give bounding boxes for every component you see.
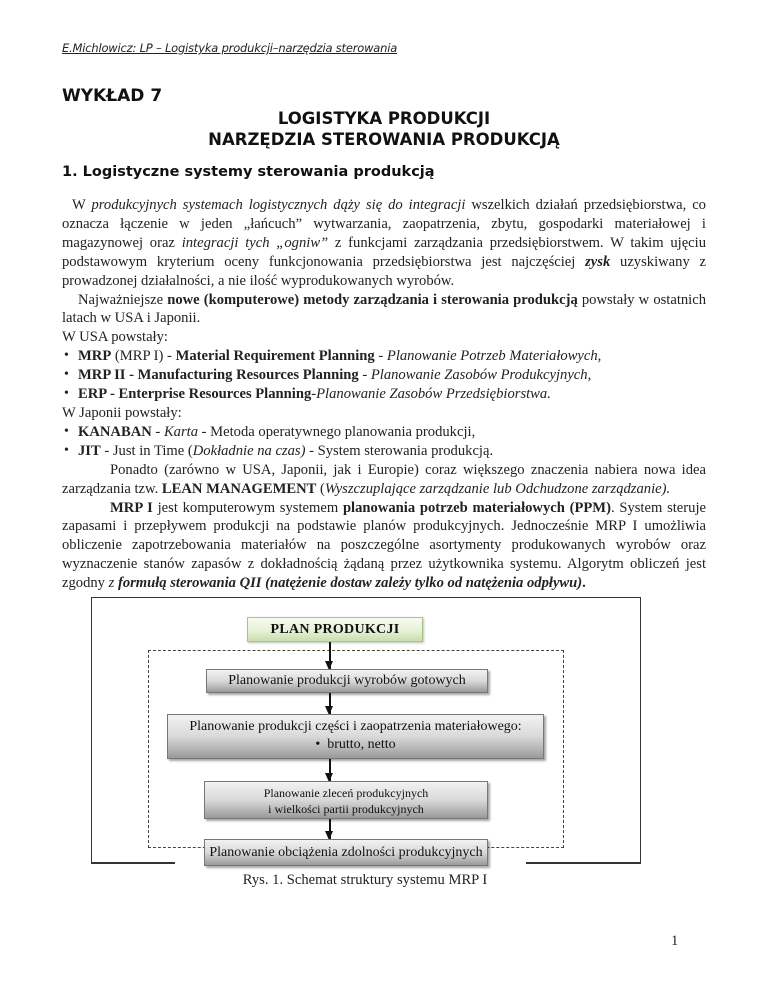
arrow-down-icon: [329, 693, 331, 714]
text: wszelkich działań przedsiębiorstwa, co oznacza łączenie w jeden „łańcuch” wytwarzania, zaopatrzenia, zbytu, gospodarki materiałowej i magazynowej oraz: [62, 197, 706, 251]
text-bold: planowania potrzeb materiałowych (PPM): [342, 499, 611, 516]
text-italic: z: [108, 575, 118, 592]
node-text: brutto, netto: [327, 737, 396, 752]
text: - Metoda operatywnego planowania produkcji,: [198, 423, 476, 440]
lecture-label: WYKŁAD 7: [62, 86, 163, 106]
title-line-2: NARZĘDZIA STEROWANIA PRODUKCJĄ: [208, 130, 560, 149]
text-italic: Planowanie Zasobów Przedsiębiorstwa.: [316, 386, 551, 403]
text: - Just in Time (: [100, 442, 193, 459]
text-italic: integracji tych „ogniw”: [181, 234, 329, 251]
text-bold-italic: zysk: [585, 253, 611, 270]
arrow-down-icon: [329, 759, 331, 781]
node-finished-goods-planning: Planowanie produkcji wyrobów gotowych: [206, 669, 488, 693]
text: Najważniejsze: [78, 291, 168, 308]
text: - System sterowania produkcją.: [305, 442, 494, 459]
text-bold: ERP -: [78, 386, 119, 403]
text: -: [358, 367, 371, 384]
text-bold: .: [582, 575, 586, 592]
text-bold: LEAN MANAGEMENT: [161, 480, 317, 497]
text: (: [316, 480, 325, 497]
text: Ponadto (zarówno w USA, Japonii, jak i Europie) coraz większego znaczenia nabiera nowa idea zarządzania tzw.: [62, 461, 706, 497]
text-italic: Dokładnie na czas): [192, 442, 306, 459]
text-bold-italic: formułą sterowania QII (natężenie dostaw zależy tylko od natężenia odpływu): [117, 575, 583, 592]
text-bold: MRP I: [110, 499, 153, 516]
text-bold: MRP: [78, 348, 112, 365]
text: W: [72, 197, 92, 213]
text-bold: Material Requirement Planning: [175, 348, 375, 365]
node-bullet: [168, 736, 543, 754]
title-line-1: LOGISTYKA PRODUKCJI: [277, 109, 491, 128]
text-italic: Karta: [163, 423, 199, 440]
text: . System steruje zapasami i przepływem produkcji na podstawie planów produkcyjnych. Jednocześnie MRP I umożliwia obliczenie zapotrzebowania materiałów na poszczególne asortymenty produkowanych wyrobów oraz wyznaczenie stanów zapasów z dokładnością żądaną przez użytkownika systemu. Algorytm obliczeń jest zgodny: [62, 499, 706, 592]
text: -: [151, 423, 164, 440]
bullet-icon: •: [315, 737, 328, 752]
text: uzyskiwany z prowadzonej działalności, a nie ilość wyprodukowanych wyrobów.: [62, 253, 706, 289]
list-item: [62, 347, 706, 366]
list-item: [62, 385, 706, 404]
list-item: [62, 442, 706, 461]
text-bold: KANABAN: [78, 423, 152, 440]
usa-intro: W USA powstały:: [62, 329, 168, 346]
figure-caption: Rys. 1. Schemat struktury systemu MRP I: [242, 872, 488, 888]
text-bold: Manufacturing Resources Planning: [137, 367, 359, 384]
body-text: [62, 196, 706, 593]
text: powstały w ostatnich latach w USA i Japonii.: [62, 291, 707, 327]
text-italic: produkcyjnych systemach logistycznych dąży się do integracji: [91, 197, 466, 213]
node-text: Planowanie zleceń produkcyjnych: [263, 786, 429, 800]
text: (MRP I) -: [111, 348, 176, 365]
frame-border-segment: [526, 862, 640, 864]
text-bold: JIT: [78, 442, 101, 459]
frame-border-segment: [91, 862, 175, 864]
text-italic: Planowanie Zasobów Produkcyjnych,: [370, 367, 592, 384]
node-capacity-planning: Planowanie obciążenia zdolności produkcyjnych: [204, 839, 488, 866]
text-italic: Wyszczuplające zarządzanie lub Odchudzone zarządzanie).: [324, 480, 671, 497]
list-item: [62, 366, 706, 385]
text: -: [374, 348, 387, 365]
page-number: 1: [671, 933, 679, 949]
arrow-down-icon: [329, 819, 331, 839]
text-bold: Enterprise Resources Planning: [118, 386, 312, 403]
node-parts-materials-planning: [167, 714, 544, 759]
document-title: [62, 108, 706, 150]
section-heading: 1. Logistyczne systemy sterowania produkcją: [62, 164, 435, 180]
paragraph-lean-management: [62, 461, 706, 499]
running-header: E.Michlowicz: LP – Logistyka produkcji–narzędzia sterowania: [62, 41, 398, 55]
node-production-plan: PLAN PRODUKCJI: [247, 617, 423, 642]
text-bold: MRP II -: [78, 367, 138, 384]
arrow-down-icon: [329, 642, 331, 669]
japan-methods-list: [62, 423, 706, 461]
paragraph-mrp-i: [62, 499, 706, 594]
japan-intro: W Japonii powstały:: [62, 404, 182, 421]
list-item: [62, 423, 706, 442]
node-text: Planowanie produkcji części i zaopatrzenia materiałowego:: [189, 719, 522, 734]
text: jest komputerowym systemem: [152, 499, 343, 516]
paragraph-integration: [62, 196, 706, 291]
usa-methods-list: [62, 347, 706, 404]
text: -: [311, 386, 317, 403]
paragraph-new-methods: [62, 291, 706, 329]
node-text: i wielkości partii produkcyjnych: [268, 802, 424, 816]
text-bold: nowe (komputerowe) metody zarządzania i sterowania produkcją: [167, 291, 578, 308]
text: z funkcjami zarządzania przedsiębiorstwem. W takim ujęciu podstawowym kryterium oceny funkcjonowania przedsiębiorstwa jest najczęściej: [62, 234, 706, 270]
node-orders-lot-planning: [204, 781, 488, 819]
text-italic: Planowanie Potrzeb Materiałowych,: [386, 348, 602, 365]
